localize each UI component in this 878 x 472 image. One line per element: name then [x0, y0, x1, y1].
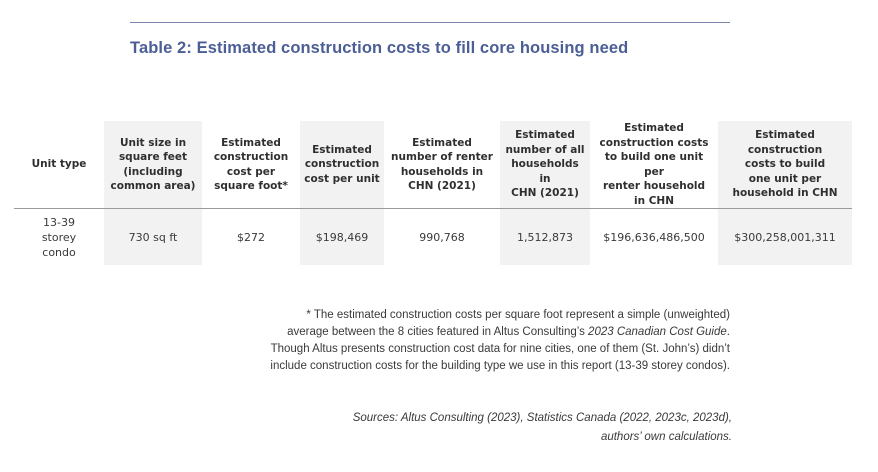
header-line: Estimated: [221, 136, 281, 149]
cell-unit-size: 730 sq ft: [104, 209, 202, 266]
header-line: Estimated: [412, 136, 472, 149]
header-line: construction: [213, 151, 289, 163]
header-line: households in: [511, 158, 579, 185]
header-all-households: [500, 121, 590, 209]
unit-type-line: condo: [42, 245, 76, 259]
header-line: common area): [110, 180, 196, 192]
cell-cost-all-households: $300,258,001,311: [718, 209, 852, 266]
footnote: [150, 307, 730, 375]
header-line: Estimated: [755, 129, 815, 142]
header-cost-per-sqft: [202, 121, 300, 209]
header-cost-renter-households: [590, 121, 718, 209]
header-line: construction: [304, 158, 380, 171]
header-line: costs to build: [744, 158, 826, 171]
header-line: CHN (2021): [408, 180, 476, 192]
cell-unit-type: [14, 209, 104, 266]
header-cost-per-unit: [300, 121, 384, 209]
header-renter-households: [384, 121, 500, 209]
footnote-line: * The estimated construction costs per square foot represent a simple (unweighted): [306, 309, 730, 321]
footnote-line: [150, 324, 730, 341]
table-header-row: [14, 121, 852, 209]
header-unit-type: [14, 121, 104, 209]
cost-guide-title: 2023 Canadian Cost Guide: [588, 326, 727, 338]
header-line: cost per: [226, 165, 276, 178]
sources-note: [250, 409, 732, 447]
header-cost-all-households: [718, 121, 852, 209]
header-line: renter household: [602, 180, 706, 192]
header-line: square foot*: [214, 180, 288, 192]
footnote-line: Though Altus presents construction cost data for nine cities, one of them (St. John’s) didn’t: [270, 343, 730, 355]
footnote-text: .: [726, 326, 730, 338]
header-line: Unit size in: [119, 136, 187, 149]
cell-cost-per-unit: $198,469: [300, 209, 384, 266]
sources-line: Sources: Altus Consulting (2023), Statistics Canada (2022, 2023c, 2023d),: [352, 412, 732, 424]
header-line: cost per unit: [304, 172, 380, 185]
footnote-line: include construction costs for the building type we use in this report (13-39 storey condos).: [270, 360, 730, 372]
table-row: [14, 209, 852, 266]
sources-line: authors’ own calculations.: [600, 431, 732, 443]
header-line: construction costs: [599, 136, 709, 149]
header-line: Estimated: [515, 129, 575, 142]
header-line: in CHN: [633, 194, 674, 207]
header-line: square feet: [118, 151, 188, 163]
header-line: household in CHN: [732, 187, 838, 200]
cell-cost-per-sqft: $272: [237, 230, 265, 244]
header-line: Estimated: [624, 122, 684, 134]
header-line: one unit per: [748, 172, 822, 185]
header-line: number of all: [505, 143, 585, 156]
header-line: (including: [123, 165, 183, 178]
header-line: CHN (2021): [511, 187, 579, 200]
header-line: Estimated: [312, 143, 372, 156]
header-line: construction: [747, 143, 823, 156]
footnote-text: average between the 8 cities featured in Altus Consulting’s: [287, 326, 589, 338]
cell-renter-households: 990,768: [419, 230, 465, 244]
header-line: households in: [400, 165, 484, 178]
header-line: to build one unit per: [604, 151, 704, 178]
unit-type-line: storey: [41, 230, 77, 244]
cell-cost-renter-households: $196,636,486,500: [603, 230, 705, 244]
unit-type-line: 13-39: [43, 215, 75, 229]
cell-all-households: 1,512,873: [500, 209, 590, 266]
construction-costs-table: [14, 121, 852, 265]
top-rule: [130, 22, 730, 23]
header-unit-size: [104, 121, 202, 209]
header-line: number of renter: [391, 151, 493, 163]
header-line: Unit type: [31, 158, 87, 171]
table-title: Table 2: Estimated construction costs to fill core housing need: [130, 39, 629, 57]
